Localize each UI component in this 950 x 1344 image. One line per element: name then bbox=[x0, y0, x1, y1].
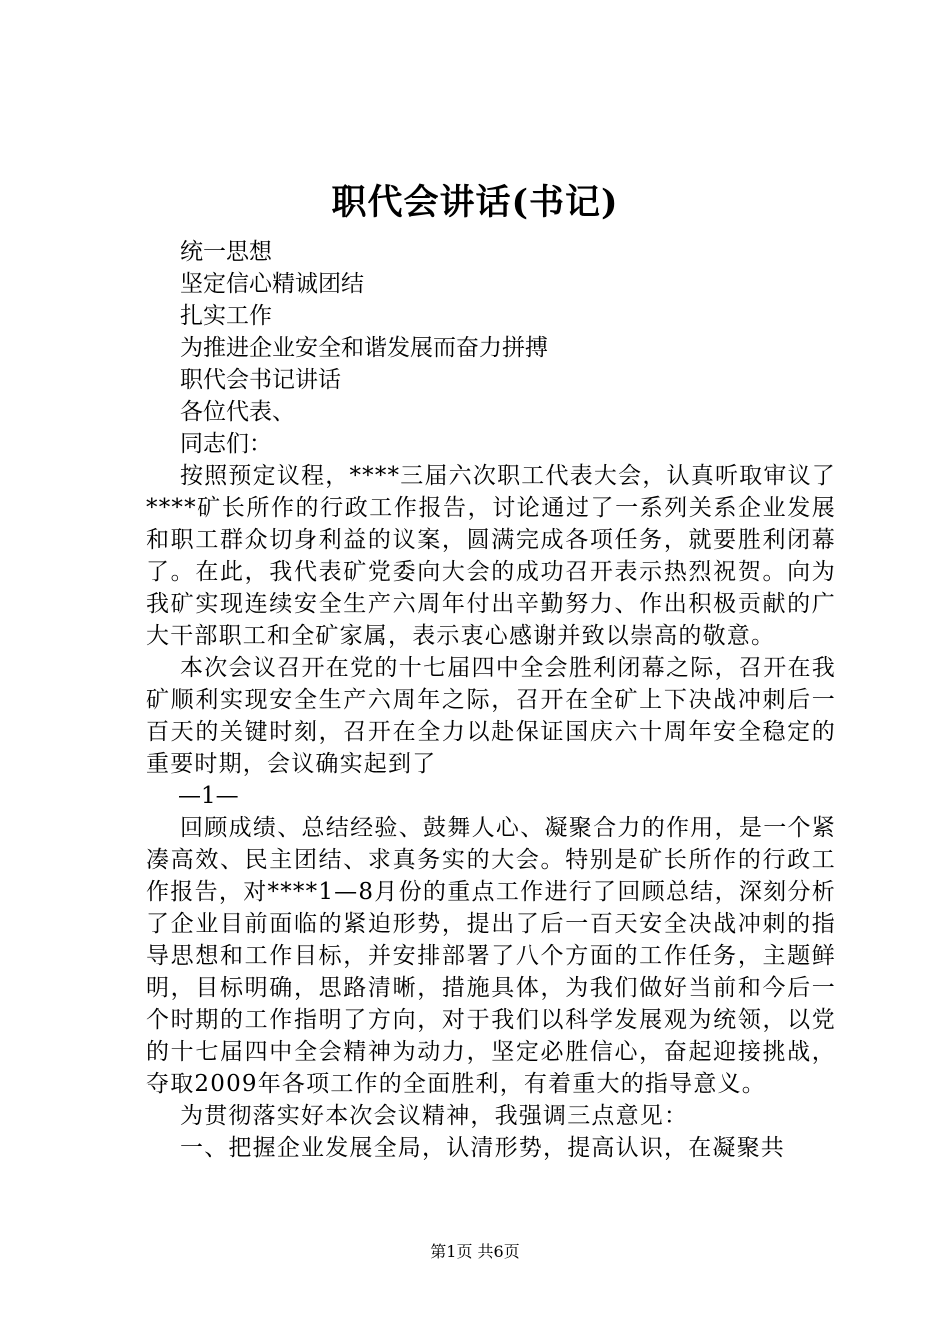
body-paragraph: 本次会议召开在党的十七届四中全会胜利闭幕之际，召开在我矿顺利实现安全生产六周年之际，召开在全矿上下决战冲刺后一百天的关键时刻，召开在全力以赴保证国庆六十周年安全稳定的重要时期，会议确实起到了 bbox=[146, 655, 836, 777]
heading-line: 统一思想 bbox=[180, 239, 272, 265]
body-paragraph: 一、把握企业发展全局，认清形势，提高认识，在凝聚共 bbox=[180, 1135, 785, 1161]
salutation-line: 同志们： bbox=[180, 431, 272, 457]
body-paragraph: 按照预定议程，****三届六次职工代表大会，认真听取审议了****矿长所作的行政工作报告，讨论通过了一系列关系企业发展和职工群众切身利益的议案，圆满完成各项任务，就要胜利闭幕了。在此，我代表矿党委向大会的成功召开表示热烈祝贺。向为我矿实现连续安全生产六周年付出辛勤努力、作出积极贡献的广大干部职工和全矿家属，表示衷心感谢并致以崇高的敬意。 bbox=[146, 463, 836, 649]
heading-line: 坚定信心精诚团结 bbox=[180, 271, 364, 297]
page-footer: 第1页 共6页 bbox=[430, 1242, 520, 1261]
body-paragraph: 回顾成绩、总结经验、鼓舞人心、凝聚合力的作用，是一个紧凑高效、民主团结、求真务实的大会。特别是矿长所作的行政工作报告，对****1—8月份的重点工作进行了回顾总结，深刻分析了企业目前面临的紧迫形势，提出了后一百天安全决战冲刺的指导思想和工作目标，并安排部署了八个方面的工作任务，主题鲜明，目标明确，思路清晰，措施具体，为我们做好当前和今后一个时期的工作指明了方向，对于我们以科学发展观为统领，以党的十七届四中全会精神为动力，坚定必胜信心，奋起迎接挑战，夺取2009年各项工作的全面胜利，有着重大的指导意义。 bbox=[146, 815, 836, 1097]
document-body bbox=[146, 236, 836, 1164]
heading-line: 扎实工作 bbox=[180, 303, 272, 329]
heading-line: 为推进企业安全和谐发展而奋力拼搏 bbox=[180, 335, 548, 361]
body-paragraph: 为贯彻落实好本次会议精神，我强调三点意见： bbox=[180, 1103, 689, 1129]
page-marker: —1— bbox=[178, 783, 239, 809]
document-title: 职代会讲话(书记) bbox=[331, 182, 619, 223]
salutation-line: 各位代表、 bbox=[180, 399, 295, 425]
heading-line: 职代会书记讲话 bbox=[180, 367, 341, 393]
